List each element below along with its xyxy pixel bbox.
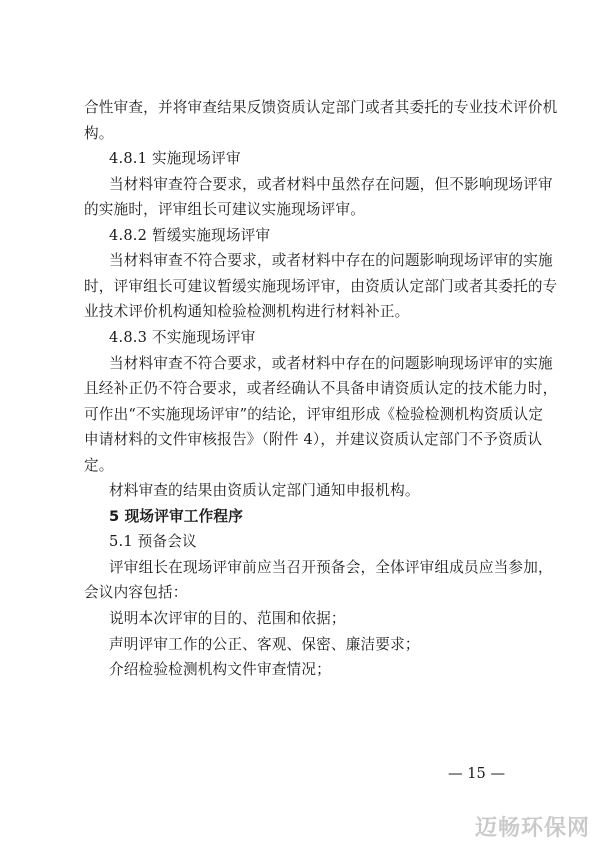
text-line: 评审组长在现场评审前应当召开预备会，全体评审组成员应当参加， [109, 558, 553, 576]
text-line: 合性审查，并将审查结果反馈资质认定部门或者其委托的专业技术评价机 [84, 99, 558, 116]
text-line: 会议内容包括： [84, 584, 188, 602]
text-line: 构。 [84, 124, 114, 142]
text-line: 声明评审工作的公正、客观、保密、廉洁要求； [109, 635, 420, 653]
text-line: 5.1 预备会议 [109, 533, 197, 551]
text-line: 材料审查的结果由资质认定部门通知申报机构。 [109, 482, 420, 500]
section-heading: 5 现场评审工作程序 [109, 507, 243, 525]
text-line: 业技术评价机构通知检验检测机构进行材料补正。 [84, 303, 410, 321]
text-line: 4.8.3 不实施现场评审 [109, 328, 256, 346]
text-line: 时，评审组长可建议暂缓实施现场评审，由资质认定部门或者其委托的专 [84, 277, 558, 295]
text-line: 4.8.1 实施现场评审 [109, 150, 241, 168]
text-line: 的实施时，评审组长可建议实施现场评审。 [84, 201, 366, 219]
text-line: 介绍检验检测机构文件审查情况； [109, 661, 331, 679]
text-line: 当材料审查不符合要求，或者材料中存在的问题影响现场评审的实施 [109, 354, 553, 372]
text-line: 可作出“不实施现场评审”的结论，评审组形成《检验检测机构资质认定 [84, 405, 544, 423]
watermark-logo: 迈畅环保网 [474, 816, 590, 841]
text-line: 且经补正仍不符合要求，或者经确认不具备申请资质认定的技术能力时， [84, 380, 558, 398]
text-line: 当材料审查不符合要求，或者材料中存在的问题影响现场评审的实施 [109, 252, 553, 270]
page-number: — 15 — [448, 765, 506, 782]
text-line: 说明本次评审的目的、范围和依据； [109, 610, 346, 627]
text-line: 申请材料的文件审核报告》（附件 4），并建议资质认定部门不予资质认 [84, 431, 543, 449]
text-line: 定。 [84, 456, 114, 474]
text-line: 4.8.2 暂缓实施现场评审 [109, 226, 271, 244]
text-line: 当材料审查符合要求，或者材料中虽然存在问题，但不影响现场评审 [109, 175, 553, 193]
